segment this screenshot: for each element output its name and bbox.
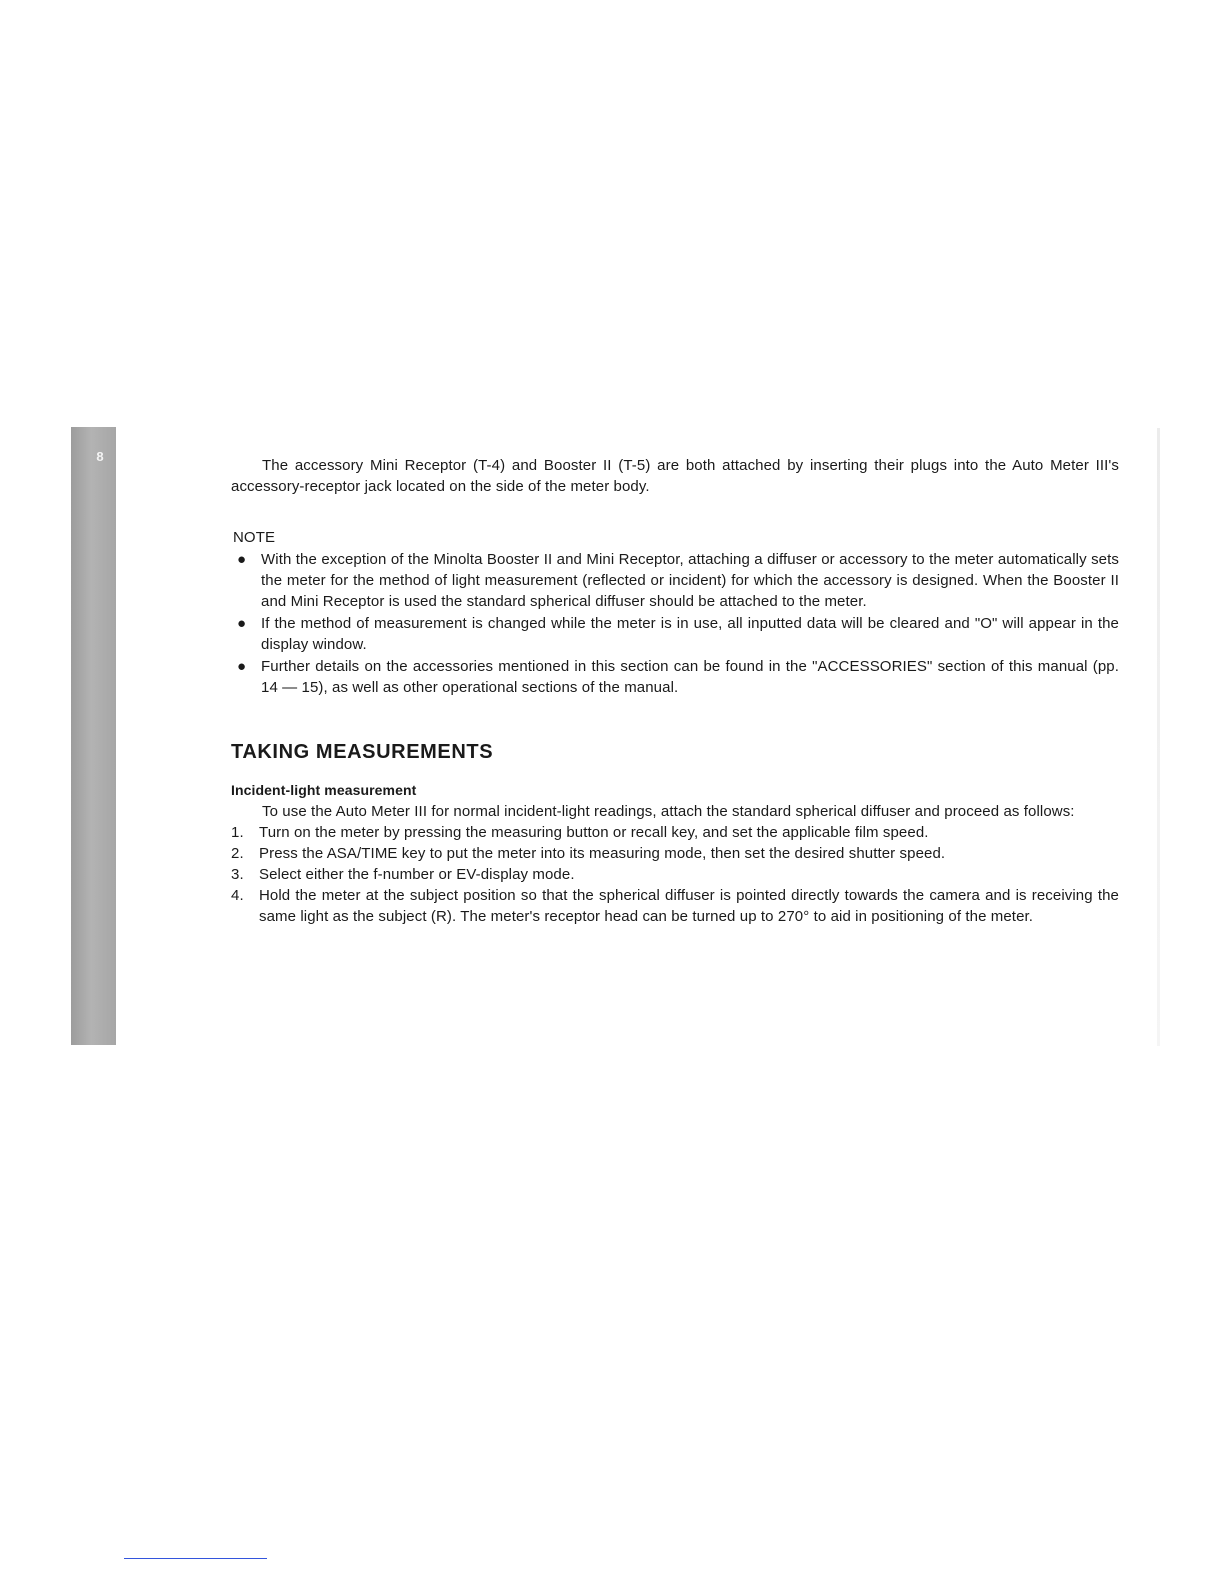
page-edge-shadow: [1157, 428, 1160, 1046]
note-item-text: Further details on the accessories mentioned in this section can be found in the "ACCESSORIES" section of this manual (pp. 14 — 15), as well as other operational sections of the manual.: [261, 658, 1119, 696]
subsection-title: Incident-light measurement: [231, 782, 417, 798]
step-text: Hold the meter at the subject position so that the spherical diffuser is pointed directly towards the camera and is receiving the same light as the subject (R). The meter's receptor head can be turned up to 270° to aid in positioning of the meter.: [259, 887, 1119, 925]
step-item: [231, 822, 1119, 843]
step-text: Press the ASA/TIME key to put the meter into its measuring mode, then set the desired shutter speed.: [259, 845, 946, 862]
step-item: [231, 843, 1119, 864]
step-number: 1.: [231, 824, 244, 841]
note-list: [231, 549, 1119, 698]
section-intro: To use the Auto Meter III for normal incident-light readings, attach the standard spherical diffuser and proceed as follows:: [262, 803, 1075, 820]
note-item-text: With the exception of the Minolta Booster II and Mini Receptor, attaching a diffuser or accessory to the meter automatically sets the meter for the method of light measurement (reflected or incident) for which the accessory is designed. When the Booster II and Mini Receptor is used the standard spherical diffuser should be attached to the meter.: [261, 551, 1119, 610]
intro-paragraph: The accessory Mini Receptor (T-4) and Booster II (T-5) are both attached by inserting their plugs into the Auto Meter III's accessory-receptor jack located on the side of the meter body.: [231, 457, 1119, 495]
step-item: [231, 885, 1119, 927]
note-item: [231, 656, 1119, 698]
note-item: [231, 549, 1119, 612]
step-number: 2.: [231, 845, 244, 862]
page-side-tab: [71, 427, 116, 1045]
page-content: [231, 455, 1119, 927]
step-item: [231, 864, 1119, 885]
bullet-icon: ●: [237, 551, 247, 568]
footer-rule: [124, 1558, 267, 1559]
note-item: [231, 613, 1119, 655]
bullet-icon: ●: [237, 658, 247, 675]
steps-list: [231, 822, 1119, 927]
page-number: 8: [96, 449, 104, 464]
section-title: TAKING MEASUREMENTS: [231, 741, 494, 763]
step-text: Select either the f-number or EV-display mode.: [259, 866, 575, 883]
step-text: Turn on the meter by pressing the measuring button or recall key, and set the applicable film speed.: [259, 824, 929, 841]
note-title: NOTE: [233, 529, 276, 546]
note-item-text: If the method of measurement is changed while the meter is in use, all inputted data will be cleared and "O" will appear in the display window.: [261, 615, 1119, 653]
bullet-icon: ●: [237, 615, 247, 632]
step-number: 4.: [231, 887, 244, 904]
step-number: 3.: [231, 866, 244, 883]
